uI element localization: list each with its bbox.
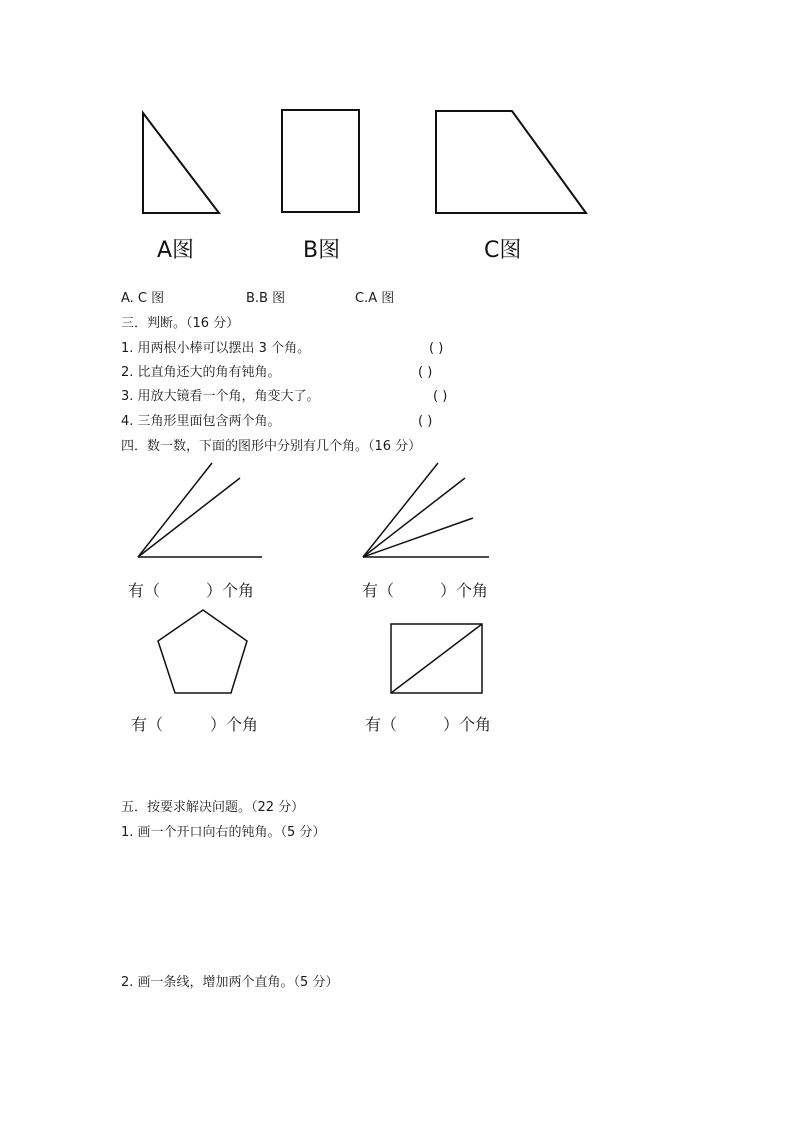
- judge-item-2: 2. 比直角还大的角有钝角。: [121, 365, 281, 380]
- option-c: C.A 图: [355, 291, 395, 306]
- option-a: A. C 图: [121, 291, 165, 306]
- answer-3-prefix: 有（: [131, 715, 164, 734]
- section5-title: 五．按要求解决问题。（22 分）: [121, 800, 305, 815]
- answer-3-suffix: ）个角: [210, 715, 259, 734]
- option-b: B.B 图: [246, 291, 286, 306]
- figure-c-label: C图: [484, 238, 522, 263]
- problem-2: 2. 画一条线，增加两个直角。（5 分）: [121, 975, 339, 990]
- section4-title: 四．数一数，下面的图形中分别有几个角。（16 分）: [121, 439, 422, 454]
- problem-1: 1. 画一个开口向右的钝角。（5 分）: [121, 825, 326, 840]
- answer-1-suffix: ）个角: [206, 581, 255, 600]
- judge-item-1: 1. 用两根小棒可以摆出 3 个角。: [121, 341, 311, 356]
- answer-4-prefix: 有（: [365, 715, 398, 734]
- judge-bracket-2[interactable]: ( ): [418, 365, 433, 380]
- judge-bracket-4[interactable]: ( ): [418, 414, 433, 429]
- judge-bracket-3[interactable]: ( ): [433, 389, 448, 404]
- judge-item-3: 3. 用放大镜看一个角，角变大了。: [121, 389, 320, 404]
- judge-item-4: 4. 三角形里面包含两个角。: [121, 414, 281, 429]
- figure-a-label: A图: [157, 238, 195, 263]
- answer-4-suffix: ）个角: [443, 715, 492, 734]
- answer-2-suffix: ）个角: [440, 581, 489, 600]
- section3-title: 三．判断。（16 分）: [121, 316, 240, 331]
- answer-1-prefix: 有（: [128, 581, 161, 600]
- figure-b-label: B图: [303, 238, 341, 263]
- answer-2-prefix: 有（: [362, 581, 395, 600]
- judge-bracket-1[interactable]: ( ): [429, 341, 444, 356]
